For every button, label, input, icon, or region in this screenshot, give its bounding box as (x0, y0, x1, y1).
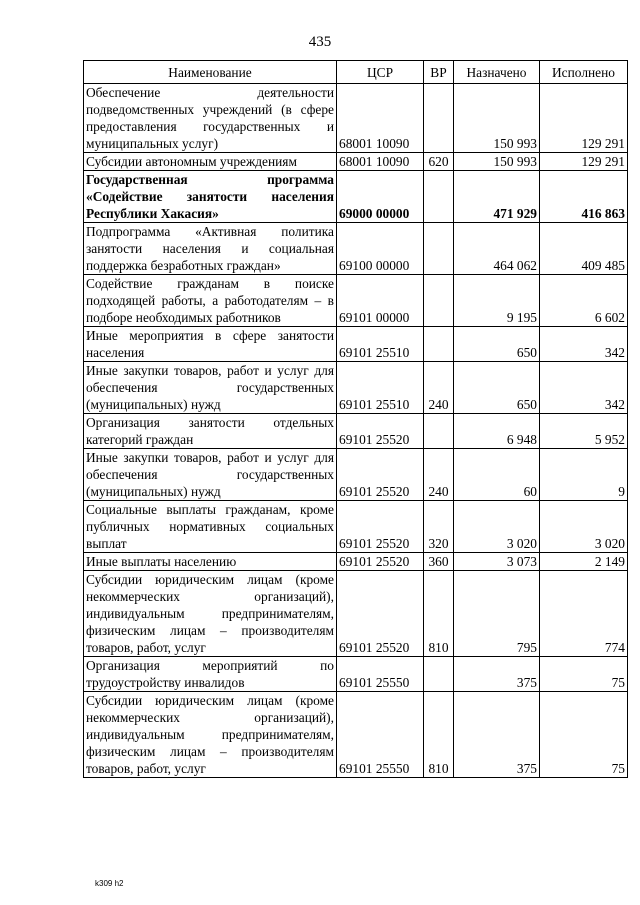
cell-executed: 5 952 (540, 414, 628, 449)
table-row (84, 449, 628, 501)
table-row (84, 223, 628, 275)
header-name: Наименование (84, 61, 337, 84)
cell-executed: 342 (540, 362, 628, 414)
cell-csr: 69101 25520 (337, 553, 424, 571)
cell-csr: 69101 25510 (337, 362, 424, 414)
cell-name: Содействие гражданам в поиске подходящей работы, а работодателям – в подборе необходимых работников (84, 275, 337, 327)
table-row (84, 362, 628, 414)
cell-vr: 360 (424, 553, 454, 571)
table-row (84, 327, 628, 362)
cell-csr: 69101 25510 (337, 327, 424, 362)
cell-assigned: 150 993 (454, 153, 540, 171)
cell-csr: 69101 25520 (337, 414, 424, 449)
cell-assigned: 650 (454, 327, 540, 362)
cell-assigned: 150 993 (454, 84, 540, 153)
cell-csr: 69101 25550 (337, 657, 424, 692)
cell-executed: 129 291 (540, 84, 628, 153)
cell-assigned: 375 (454, 692, 540, 778)
cell-name: Иные выплаты населению (84, 553, 337, 571)
cell-executed: 129 291 (540, 153, 628, 171)
cell-assigned: 6 948 (454, 414, 540, 449)
cell-csr: 68001 10090 (337, 84, 424, 153)
cell-name: Подпрограмма «Активная политика занятости населения и социальная поддержка безработных граждан» (84, 223, 337, 275)
cell-executed: 3 020 (540, 501, 628, 553)
table-body (84, 84, 628, 778)
table-row (84, 414, 628, 449)
cell-name: Обеспечение деятельности подведомственных учреждений (в сфере предоставления государственных и муниципальных услуг) (84, 84, 337, 153)
cell-name: Субсидии юридическим лицам (кроме некоммерческих организаций), индивидуальным предпринимателям, физическим лицам – производителям товаров, работ, услуг (84, 571, 337, 657)
cell-vr: 810 (424, 692, 454, 778)
cell-vr (424, 414, 454, 449)
cell-csr: 69101 00000 (337, 275, 424, 327)
table-row (84, 171, 628, 223)
cell-csr: 69101 25520 (337, 501, 424, 553)
table-row (84, 84, 628, 153)
header-csr: ЦСР (337, 61, 424, 84)
cell-assigned: 3 020 (454, 501, 540, 553)
cell-assigned: 60 (454, 449, 540, 501)
cell-vr (424, 84, 454, 153)
cell-vr (424, 171, 454, 223)
cell-vr: 240 (424, 362, 454, 414)
cell-executed: 416 863 (540, 171, 628, 223)
cell-name: Субсидии автономным учреждениям (84, 153, 337, 171)
cell-vr (424, 657, 454, 692)
cell-name: Иные мероприятия в сфере занятости населения (84, 327, 337, 362)
cell-csr: 69100 00000 (337, 223, 424, 275)
cell-executed: 75 (540, 692, 628, 778)
cell-name: Организация мероприятий по трудоустройству инвалидов (84, 657, 337, 692)
cell-vr: 810 (424, 571, 454, 657)
cell-vr (424, 327, 454, 362)
cell-name: Организация занятости отдельных категорий граждан (84, 414, 337, 449)
cell-name: Государственная программа «Содействие занятости населения Республики Хакасия» (84, 171, 337, 223)
cell-name: Субсидии юридическим лицам (кроме некоммерческих организаций), индивидуальным предпринимателям, физическим лицам – производителям товаров, работ, услуг (84, 692, 337, 778)
cell-executed: 9 (540, 449, 628, 501)
cell-executed: 342 (540, 327, 628, 362)
table-row (84, 657, 628, 692)
cell-vr (424, 223, 454, 275)
cell-assigned: 471 929 (454, 171, 540, 223)
cell-assigned: 650 (454, 362, 540, 414)
cell-vr: 320 (424, 501, 454, 553)
table-header-row (84, 61, 628, 84)
cell-assigned: 9 195 (454, 275, 540, 327)
cell-executed: 774 (540, 571, 628, 657)
cell-vr: 240 (424, 449, 454, 501)
cell-csr: 69101 25550 (337, 692, 424, 778)
cell-csr: 69101 25520 (337, 571, 424, 657)
table-row (84, 553, 628, 571)
header-assigned: Назначено (454, 61, 540, 84)
cell-name: Социальные выплаты гражданам, кроме публичных нормативных социальных выплат (84, 501, 337, 553)
cell-name: Иные закупки товаров, работ и услуг для обеспечения государственных (муниципальных) нужд (84, 449, 337, 501)
cell-csr: 69000 00000 (337, 171, 424, 223)
cell-csr: 68001 10090 (337, 153, 424, 171)
cell-csr: 69101 25520 (337, 449, 424, 501)
page-number: 435 (308, 34, 332, 50)
cell-assigned: 375 (454, 657, 540, 692)
table-row (84, 501, 628, 553)
cell-assigned: 795 (454, 571, 540, 657)
table-row (84, 153, 628, 171)
cell-assigned: 464 062 (454, 223, 540, 275)
table-row (84, 571, 628, 657)
header-vr: ВР (424, 61, 454, 84)
cell-vr (424, 275, 454, 327)
cell-assigned: 3 073 (454, 553, 540, 571)
cell-name: Иные закупки товаров, работ и услуг для обеспечения государственных (муниципальных) нужд (84, 362, 337, 414)
cell-executed: 409 485 (540, 223, 628, 275)
cell-executed: 6 602 (540, 275, 628, 327)
table-row (84, 692, 628, 778)
cell-executed: 2 149 (540, 553, 628, 571)
footer-code: k309 h2 (95, 879, 124, 888)
cell-vr: 620 (424, 153, 454, 171)
table-row (84, 275, 628, 327)
cell-executed: 75 (540, 657, 628, 692)
budget-table (83, 60, 628, 778)
header-executed: Исполнено (540, 61, 628, 84)
